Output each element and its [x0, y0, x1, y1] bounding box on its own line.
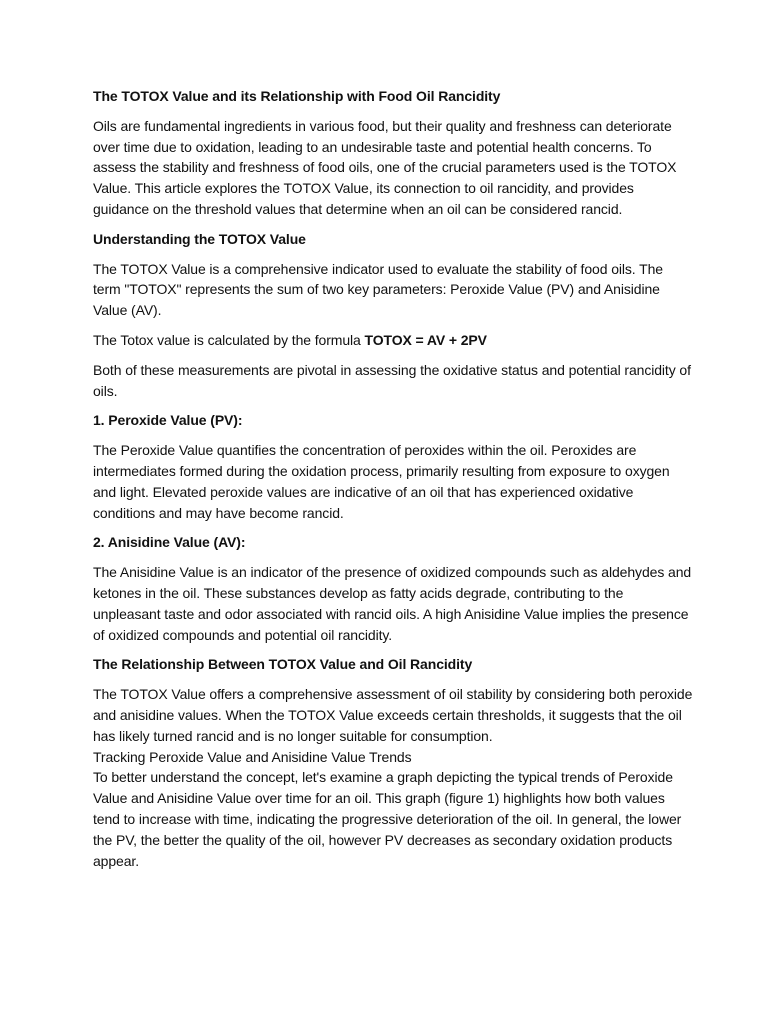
relationship-paragraph: The TOTOX Value offers a comprehensive assessment of oil stability by considering both peroxide and anisidine values. When the TOTOX Value exceeds certain thresholds, it suggests that the oil has likely turned rancid and is no longer suitable for consumption. — [93, 686, 693, 744]
peroxide-value-heading: 1. Peroxide Value (PV): — [93, 412, 243, 429]
tracking-paragraph: To better understand the concept, let's examine a graph depicting the typical trends of Peroxide Value and Anisidine Value over time for an oil. This graph (figure 1) highlights how both values tend to increase with time, indicating the progressive deterioration of the oil. In general, the lower the PV, the better the quality of the oil, however PV decreases as secondary oxidation products appear. — [93, 769, 682, 869]
section-heading-understanding: Understanding the TOTOX Value — [93, 230, 306, 247]
anisidine-value-paragraph: The Anisidine Value is an indicator of the presence of oxidized compounds such as aldehydes and ketones in the oil. These substances develop as fatty acids degrade, contributing to the unpleasant taste and odor associated with rancid oils. A high Anisidine Value implies the presence of oxidized compounds and potential oil rancidity. — [93, 564, 692, 643]
totox-definition-paragraph: The TOTOX Value is a comprehensive indicator used to evaluate the stability of food oils. The term "TOTOX" represents the sum of two key parameters: Peroxide Value (PV) and Anisidine Value (AV). — [93, 260, 663, 319]
anisidine-value-heading: 2. Anisidine Value (AV): — [93, 534, 246, 551]
measurements-paragraph: Both of these measurements are pivotal in assessing the oxidative status and potential rancidity of oils. — [93, 361, 691, 399]
tracking-heading: Tracking Peroxide Value and Anisidine Value Trends — [93, 748, 412, 765]
intro-paragraph: Oils are fundamental ingredients in various food, but their quality and freshness can deteriorate over time due to oxidation, leading to an undesirable taste and potential health concerns. To assess the stability and freshness of food oils, one of the crucial parameters used is the TOTOX Value. This article explores the TOTOX Value, its connection to oil rancidity, and provides guidance on the threshold values that determine when an oil can be considered rancid. — [93, 117, 677, 217]
totox-formula: TOTOX = AV + 2PV — [364, 331, 487, 348]
formula-paragraph — [93, 330, 693, 351]
peroxide-value-paragraph: The Peroxide Value quantifies the concentration of peroxides within the oil. Peroxides are intermediates formed during the oxidation process, primarily resulting from exposure to oxygen and light. Elevated peroxide values are indicative of an oil that has experienced oxidative conditions and may have become rancid. — [93, 442, 670, 521]
document-title: The TOTOX Value and its Relationship with Food Oil Rancidity — [93, 88, 501, 104]
formula-prefix: The Totox value is calculated by the formula — [93, 331, 365, 348]
section-heading-relationship: The Relationship Between TOTOX Value and Oil Rancidity — [93, 656, 473, 673]
document-page — [93, 86, 693, 880]
